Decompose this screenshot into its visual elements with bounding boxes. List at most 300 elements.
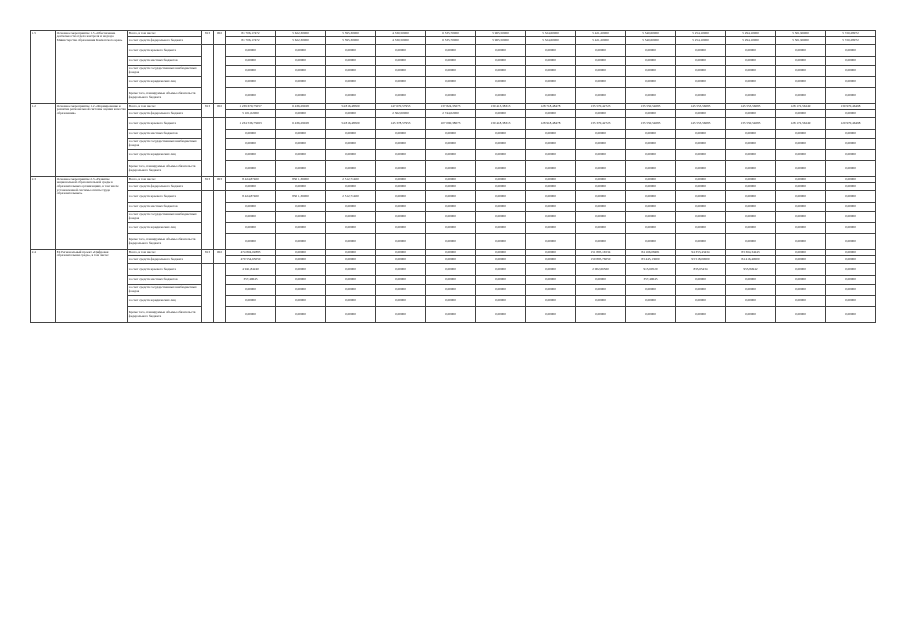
amount-cell: 0,00000 [476,250,526,256]
amount-cell: 0,00000 [826,307,876,323]
amount-cell: 5 622,30000 [276,37,326,45]
amount-cell: 0,00000 [826,250,876,256]
amount-cell: 4 330,50000 [376,31,426,37]
section-number: 2.3 [31,177,56,250]
amount-cell: 0,00000 [326,223,376,234]
amount-cell: 81 706,17472 [226,37,276,45]
amount-cell: 0,00000 [626,139,676,150]
table-row [31,88,876,104]
funding-source: за счет средств государственных внебюджетных фондов [128,212,202,223]
amount-cell: 0,00000 [726,183,776,191]
table-row [31,37,876,45]
amount-cell: 0,00000 [726,234,776,250]
amount-cell: 5 965,50000 [476,31,526,37]
amount-cell: 107 090,38073 [426,118,476,130]
section-title: Основное мероприятие 2.3 «Развитие национальной образовательной среды в образовательных организациях, в том числе установленной системы оплаты труда образовательных» [56,177,128,250]
amount-cell: 0,00000 [826,296,876,307]
funding-source: за счет средств юридических лиц [128,150,202,161]
amount-cell: 0,00000 [426,203,476,212]
amount-cell: 0,00000 [276,77,326,88]
amount-cell: 130 413,38313 [476,104,526,110]
amount-cell: 135 550,54085 [626,104,676,110]
table-row [31,110,876,118]
amount-cell: 357,49645 [626,276,676,285]
amount-cell: 0,00000 [726,57,776,66]
amount-cell: 0,00000 [676,191,726,203]
amount-cell: 0,00000 [476,203,526,212]
amount-cell: 120 970,46498 [826,118,876,130]
amount-cell: 0,00000 [426,212,476,223]
amount-cell: 0,00000 [476,183,526,191]
amount-cell: 0,00000 [676,161,726,177]
amount-cell: 0,00000 [476,130,526,139]
amount-cell: 0,00000 [426,57,476,66]
amount-cell: 0,00000 [776,130,826,139]
amount-cell: 0,00000 [426,276,476,285]
amount-cell: 83 364,34243 [726,250,776,256]
amount-cell: 0,00000 [226,296,276,307]
amount-cell: 6 535,70000 [426,37,476,45]
amount-cell: 0,00000 [326,150,376,161]
amount-cell: 0,00000 [626,45,676,57]
table-row [31,150,876,161]
amount-cell: 0,00000 [576,296,626,307]
amount-cell: 0,00000 [426,307,476,323]
amount-cell: 0,00000 [376,191,426,203]
table-row [31,161,876,177]
amount-cell: 0,00000 [626,130,676,139]
amount-cell: 0,00000 [726,45,776,57]
amount-cell: 0,00000 [226,57,276,66]
amount-cell: 0,00000 [426,161,476,177]
amount-cell: 0,00000 [226,77,276,88]
funding-source: за счет средств государственных внебюджетных фондов [128,139,202,150]
funding-source: за счет средств юридических лиц [128,296,202,307]
amount-cell: 0,00000 [526,264,576,276]
amount-cell: 0,00000 [576,130,626,139]
table-row [31,234,876,250]
code-rzpr-empty [214,45,226,104]
table-row [31,256,876,264]
amount-cell: 145 553,56085 [676,118,726,130]
amount-cell: 0,00000 [276,223,326,234]
amount-cell: 0,00000 [676,77,726,88]
funding-source: Кроме того, планируемые объемы обязательств федерального бюджета [128,234,202,250]
amount-cell: 5 720,28972 [826,37,876,45]
amount-cell: 0,00000 [526,161,576,177]
funding-source: за счет средств государственных внебюджетных фондов [128,285,202,296]
amount-cell: 0,00000 [676,110,726,118]
amount-cell: 0,00000 [776,296,826,307]
table-row [31,118,876,130]
amount-cell: 0,00000 [576,110,626,118]
amount-cell: 0,00000 [526,45,576,57]
amount-cell: 0,00000 [826,161,876,177]
amount-cell: 0,00000 [726,177,776,183]
funding-source: за счет средств юридических лиц [128,77,202,88]
amount-cell: 0,00000 [726,88,776,104]
amount-cell: 0,00000 [676,212,726,223]
funding-source: за счет средств местных бюджетов [128,276,202,285]
amount-cell: 0,00000 [326,66,376,77]
amount-cell: 0,00000 [576,234,626,250]
amount-cell: 135 570,42723 [576,104,626,110]
amount-cell: 0,00000 [776,57,826,66]
amount-cell: 0,00000 [776,223,826,234]
amount-cell: 0,00000 [576,307,626,323]
code-grbs: 813 [202,31,214,45]
amount-cell: 81 706,17472 [226,31,276,37]
amount-cell: 1 239 670,75057 [226,104,276,110]
funding-source: Всего, в том числе: [128,31,202,37]
amount-cell: 5 324,60000 [526,37,576,45]
amount-cell: 0,00000 [276,264,326,276]
funding-source: Всего, в том числе: [128,177,202,183]
amount-cell: 0,00000 [526,57,576,66]
amount-cell: 0,00000 [776,183,826,191]
table-row [31,212,876,223]
amount-cell: 0,00000 [326,130,376,139]
amount-cell: 5 965,50000 [476,37,526,45]
amount-cell: 0,00000 [226,203,276,212]
amount-cell: 850 1,36000 [276,177,326,183]
amount-cell: 0,00000 [776,285,826,296]
amount-cell: 0,00000 [476,234,526,250]
amount-cell: 0,00000 [626,77,676,88]
amount-cell: 0,00000 [276,161,326,177]
amount-cell: 0,00000 [576,66,626,77]
amount-cell: 0,00000 [526,177,576,183]
amount-cell: 0,00000 [576,212,626,223]
section-number: 2.4 [31,250,56,323]
amount-cell: 0,00000 [326,212,376,223]
amount-cell: 0,00000 [576,285,626,296]
amount-cell: 0,00000 [326,234,376,250]
amount-cell: 0,00000 [626,57,676,66]
amount-cell: 0,00000 [626,183,676,191]
funding-source: за счет средств местных бюджетов [128,130,202,139]
amount-cell: 0,00000 [626,296,676,307]
amount-cell: 0,00000 [276,250,326,256]
amount-cell: 0,00000 [476,191,526,203]
amount-cell: 0,00000 [426,150,476,161]
table-row [31,276,876,285]
amount-cell: 5 622,30000 [276,31,326,37]
amount-cell: 0,00000 [476,66,526,77]
code-grbs: 813 [202,250,214,264]
amount-cell: 0,00000 [676,296,726,307]
amount-cell: 0,00000 [376,223,426,234]
funding-source: Всего, в том числе: [128,104,202,110]
funding-source: Кроме того, планируемые объемы обязательств федерального бюджета [128,161,202,177]
amount-cell: 0,00000 [476,139,526,150]
amount-cell: 5 101,02000 [226,110,276,118]
amount-cell: 0,00000 [376,285,426,296]
amount-cell: 0,00000 [676,203,726,212]
amount-cell: 0,00000 [426,183,476,191]
amount-cell: 8 424,87400 [226,177,276,183]
code-grbs-empty [202,264,214,323]
amount-cell: 1 234 536,75063 [226,118,276,130]
amount-cell: 0,00000 [326,45,376,57]
amount-cell: 0,00000 [776,203,826,212]
amount-cell: 0,00000 [626,66,676,77]
amount-cell: 0,00000 [626,177,676,183]
amount-cell: 0,00000 [276,183,326,191]
amount-cell: 0,00000 [676,139,726,150]
amount-cell: 0,00000 [726,161,776,177]
amount-cell: 0,00000 [626,150,676,161]
amount-cell: 0,00000 [226,45,276,57]
table-row [31,183,876,191]
amount-cell: 0,00000 [726,77,776,88]
amount-cell: 5 421,20000 [576,37,626,45]
amount-cell: 2 744,02000 [426,110,476,118]
amount-cell: 0,00000 [426,296,476,307]
funding-source: за счет средств федерального бюджета [128,256,202,264]
amount-cell: 357,49645 [226,276,276,285]
table-row [31,139,876,150]
amount-cell: 0,00000 [726,150,776,161]
amount-cell: 145 553,56085 [726,104,776,110]
amount-cell: 5 254,10000 [676,37,726,45]
amount-cell: 0,00000 [726,285,776,296]
amount-cell: 128 918,48478 [526,118,576,130]
amount-cell: 0,00000 [776,191,826,203]
table-row [31,57,876,66]
amount-cell: 474 804,02883 [226,250,276,256]
amount-cell: 0,00000 [776,256,826,264]
section-number: 1.2 [31,104,56,177]
amount-cell: 0,00000 [276,256,326,264]
amount-cell: 0,00000 [226,223,276,234]
amount-cell: 0,00000 [826,57,876,66]
table-row [31,66,876,77]
amount-cell: 0,00000 [476,57,526,66]
funding-source: Кроме того, планируемые объемы обязательств федерального бюджета [128,307,202,323]
amount-cell: 0,00000 [276,110,326,118]
amount-cell: 0,00000 [826,256,876,264]
table-row [31,296,876,307]
amount-cell: 0,00000 [676,223,726,234]
amount-cell: 0,00000 [276,234,326,250]
amount-cell: 0,00000 [576,161,626,177]
amount-cell: 0,00000 [526,234,576,250]
amount-cell: 0,00000 [576,177,626,183]
amount-cell: 0,00000 [376,177,426,183]
code-grbs-empty [202,118,214,177]
amount-cell: 0,00000 [326,307,376,323]
amount-cell: 0,00000 [826,139,876,150]
table-row [31,77,876,88]
funding-source: за счет средств краевого бюджета [128,118,202,130]
amount-cell: 0,00000 [826,45,876,57]
amount-cell: 84 416,40000 [726,256,776,264]
amount-cell: 83 445,13000 [626,256,676,264]
amount-cell: 0,00000 [276,130,326,139]
amount-cell: 0,00000 [226,150,276,161]
funding-source: за счет средств федерального бюджета [128,110,202,118]
amount-cell: 0,00000 [676,45,726,57]
amount-cell: 2 512,71400 [326,177,376,183]
amount-cell: 0,00000 [776,150,826,161]
amount-cell: 0,00000 [426,66,476,77]
amount-cell: 0,00000 [826,150,876,161]
amount-cell: 0,00000 [576,276,626,285]
funding-source: Всего, в том числе: [128,250,202,256]
amount-cell: 4 941,84240 [226,264,276,276]
amount-cell: 0,00000 [376,45,426,57]
code-grbs-empty [202,45,214,104]
amount-cell: 0,00000 [426,45,476,57]
amount-cell: 0,00000 [726,139,776,150]
amount-cell: 5 501,96000 [776,37,826,45]
code-rzpr-empty [214,264,226,323]
amount-cell: 0,00000 [326,161,376,177]
code-rzpr: 002 [214,250,226,264]
amount-cell: 5 595,30000 [326,31,376,37]
funding-source: за счет средств краевого бюджета [128,191,202,203]
amount-cell: 0,00000 [576,77,626,88]
amount-cell: 0,00000 [826,177,876,183]
amount-cell: 0,00000 [526,307,576,323]
amount-cell: 0,00000 [726,276,776,285]
amount-cell: 0,00000 [526,212,576,223]
amount-cell: 0,00000 [476,161,526,177]
code-rzpr: 002 [214,31,226,45]
amount-cell: 4 330,50000 [376,37,426,45]
amount-cell: 0,00000 [476,276,526,285]
amount-cell: 0,00000 [576,203,626,212]
amount-cell: 0,00000 [426,256,476,264]
amount-cell: 0,00000 [776,250,826,256]
amount-cell: 0,00000 [826,88,876,104]
amount-cell: 8 424,87400 [226,191,276,203]
funding-source: за счет средств федерального бюджета [128,183,202,191]
amount-cell: 0,00000 [726,296,776,307]
funding-source: Кроме того, планируемые объемы обязательств федерального бюджета [128,88,202,104]
table-row [31,307,876,323]
amount-cell: 0,00000 [376,234,426,250]
amount-cell: 0,00000 [626,161,676,177]
amount-cell: 0,00000 [276,66,326,77]
amount-cell: 0,00000 [826,285,876,296]
amount-cell: 94 353,43434 [676,250,726,256]
amount-cell: 147 670,57953 [376,104,426,110]
amount-cell: 0,00000 [376,77,426,88]
amount-cell: 0,00000 [826,66,876,77]
amount-cell: 0,00000 [326,296,376,307]
amount-cell: 0,00000 [426,264,476,276]
amount-cell: 0,00000 [326,57,376,66]
amount-cell: 0,00000 [326,139,376,150]
amount-cell: 0,00000 [526,77,576,88]
amount-cell: 135 550,54085 [626,118,676,130]
amount-cell: 0,00000 [826,110,876,118]
amount-cell: 0,00000 [576,88,626,104]
code-rzpr-empty [214,118,226,177]
code-grbs-empty [202,191,214,250]
amount-cell: 0,00000 [376,183,426,191]
amount-cell: 0,00000 [376,307,426,323]
amount-cell: 0,00000 [776,139,826,150]
amount-cell: 145 378,57953 [376,118,426,130]
amount-cell: 0,00000 [276,45,326,57]
amount-cell: 0,00000 [476,223,526,234]
amount-cell: 850 1,36000 [276,191,326,203]
amount-cell: 0,00000 [476,264,526,276]
amount-cell: 0,00000 [226,212,276,223]
amount-cell: 145 553,56085 [676,104,726,110]
amount-cell: 0,00000 [826,191,876,203]
table-row [31,130,876,139]
amount-cell: 0,00000 [826,264,876,276]
amount-cell: 137 824,35073 [426,104,476,110]
amount-cell: 0,00000 [826,212,876,223]
amount-cell: 0,00000 [326,77,376,88]
amount-cell: 0,00000 [826,203,876,212]
amount-cell: 0,00000 [776,276,826,285]
amount-cell: 0,00000 [476,150,526,161]
amount-cell: 470 554,65050 [226,256,276,264]
table-row [31,223,876,234]
amount-cell: 0,00000 [426,88,476,104]
table-row [31,285,876,296]
code-rzpr: 002 [214,104,226,118]
amount-cell: 0,00000 [276,296,326,307]
funding-source: за счет средств юридических лиц [128,223,202,234]
amount-cell: 0,00000 [626,88,676,104]
amount-cell: 0,00000 [226,285,276,296]
funding-source: за счет средств федерального бюджета [128,37,202,45]
amount-cell: 0,00000 [776,161,826,177]
amount-cell: 151 895,16534 [576,250,626,256]
amount-cell: 0,00000 [276,150,326,161]
amount-cell: 0,00000 [826,223,876,234]
amount-cell: 0,00000 [476,285,526,296]
amount-cell: 833,65434 [676,264,726,276]
amount-cell: 0,00000 [676,177,726,183]
amount-cell: 0,00000 [326,250,376,256]
amount-cell: 913,60520 [626,264,676,276]
amount-cell: 0,00000 [426,285,476,296]
funding-source: за счет средств государственных внебюджетных фондов [128,66,202,77]
amount-cell: 0,00000 [326,203,376,212]
amount-cell: 0,00000 [326,256,376,264]
amount-cell: 0,00000 [226,183,276,191]
amount-cell: 0,00000 [276,276,326,285]
amount-cell: 0,00000 [226,234,276,250]
amount-cell: 5 540,60000 [626,37,676,45]
funding-source: за счет средств местных бюджетов [128,203,202,212]
amount-cell: 0,00000 [476,307,526,323]
amount-cell: 0,00000 [476,45,526,57]
code-rzpr: 003 [214,177,226,191]
amount-cell: 6 535,70000 [426,31,476,37]
table-row [31,203,876,212]
amount-cell: 0,00000 [776,177,826,183]
amount-cell: 6 436,29028 [276,118,326,130]
amount-cell: 0,00000 [576,223,626,234]
amount-cell: 0,00000 [626,285,676,296]
amount-cell: 0,00000 [526,285,576,296]
amount-cell: 0,00000 [326,88,376,104]
amount-cell: 0,00000 [376,250,426,256]
amount-cell: 0,00000 [376,212,426,223]
amount-cell: 0,00000 [626,203,676,212]
amount-cell: 0,00000 [226,139,276,150]
amount-cell: 0,00000 [276,285,326,296]
